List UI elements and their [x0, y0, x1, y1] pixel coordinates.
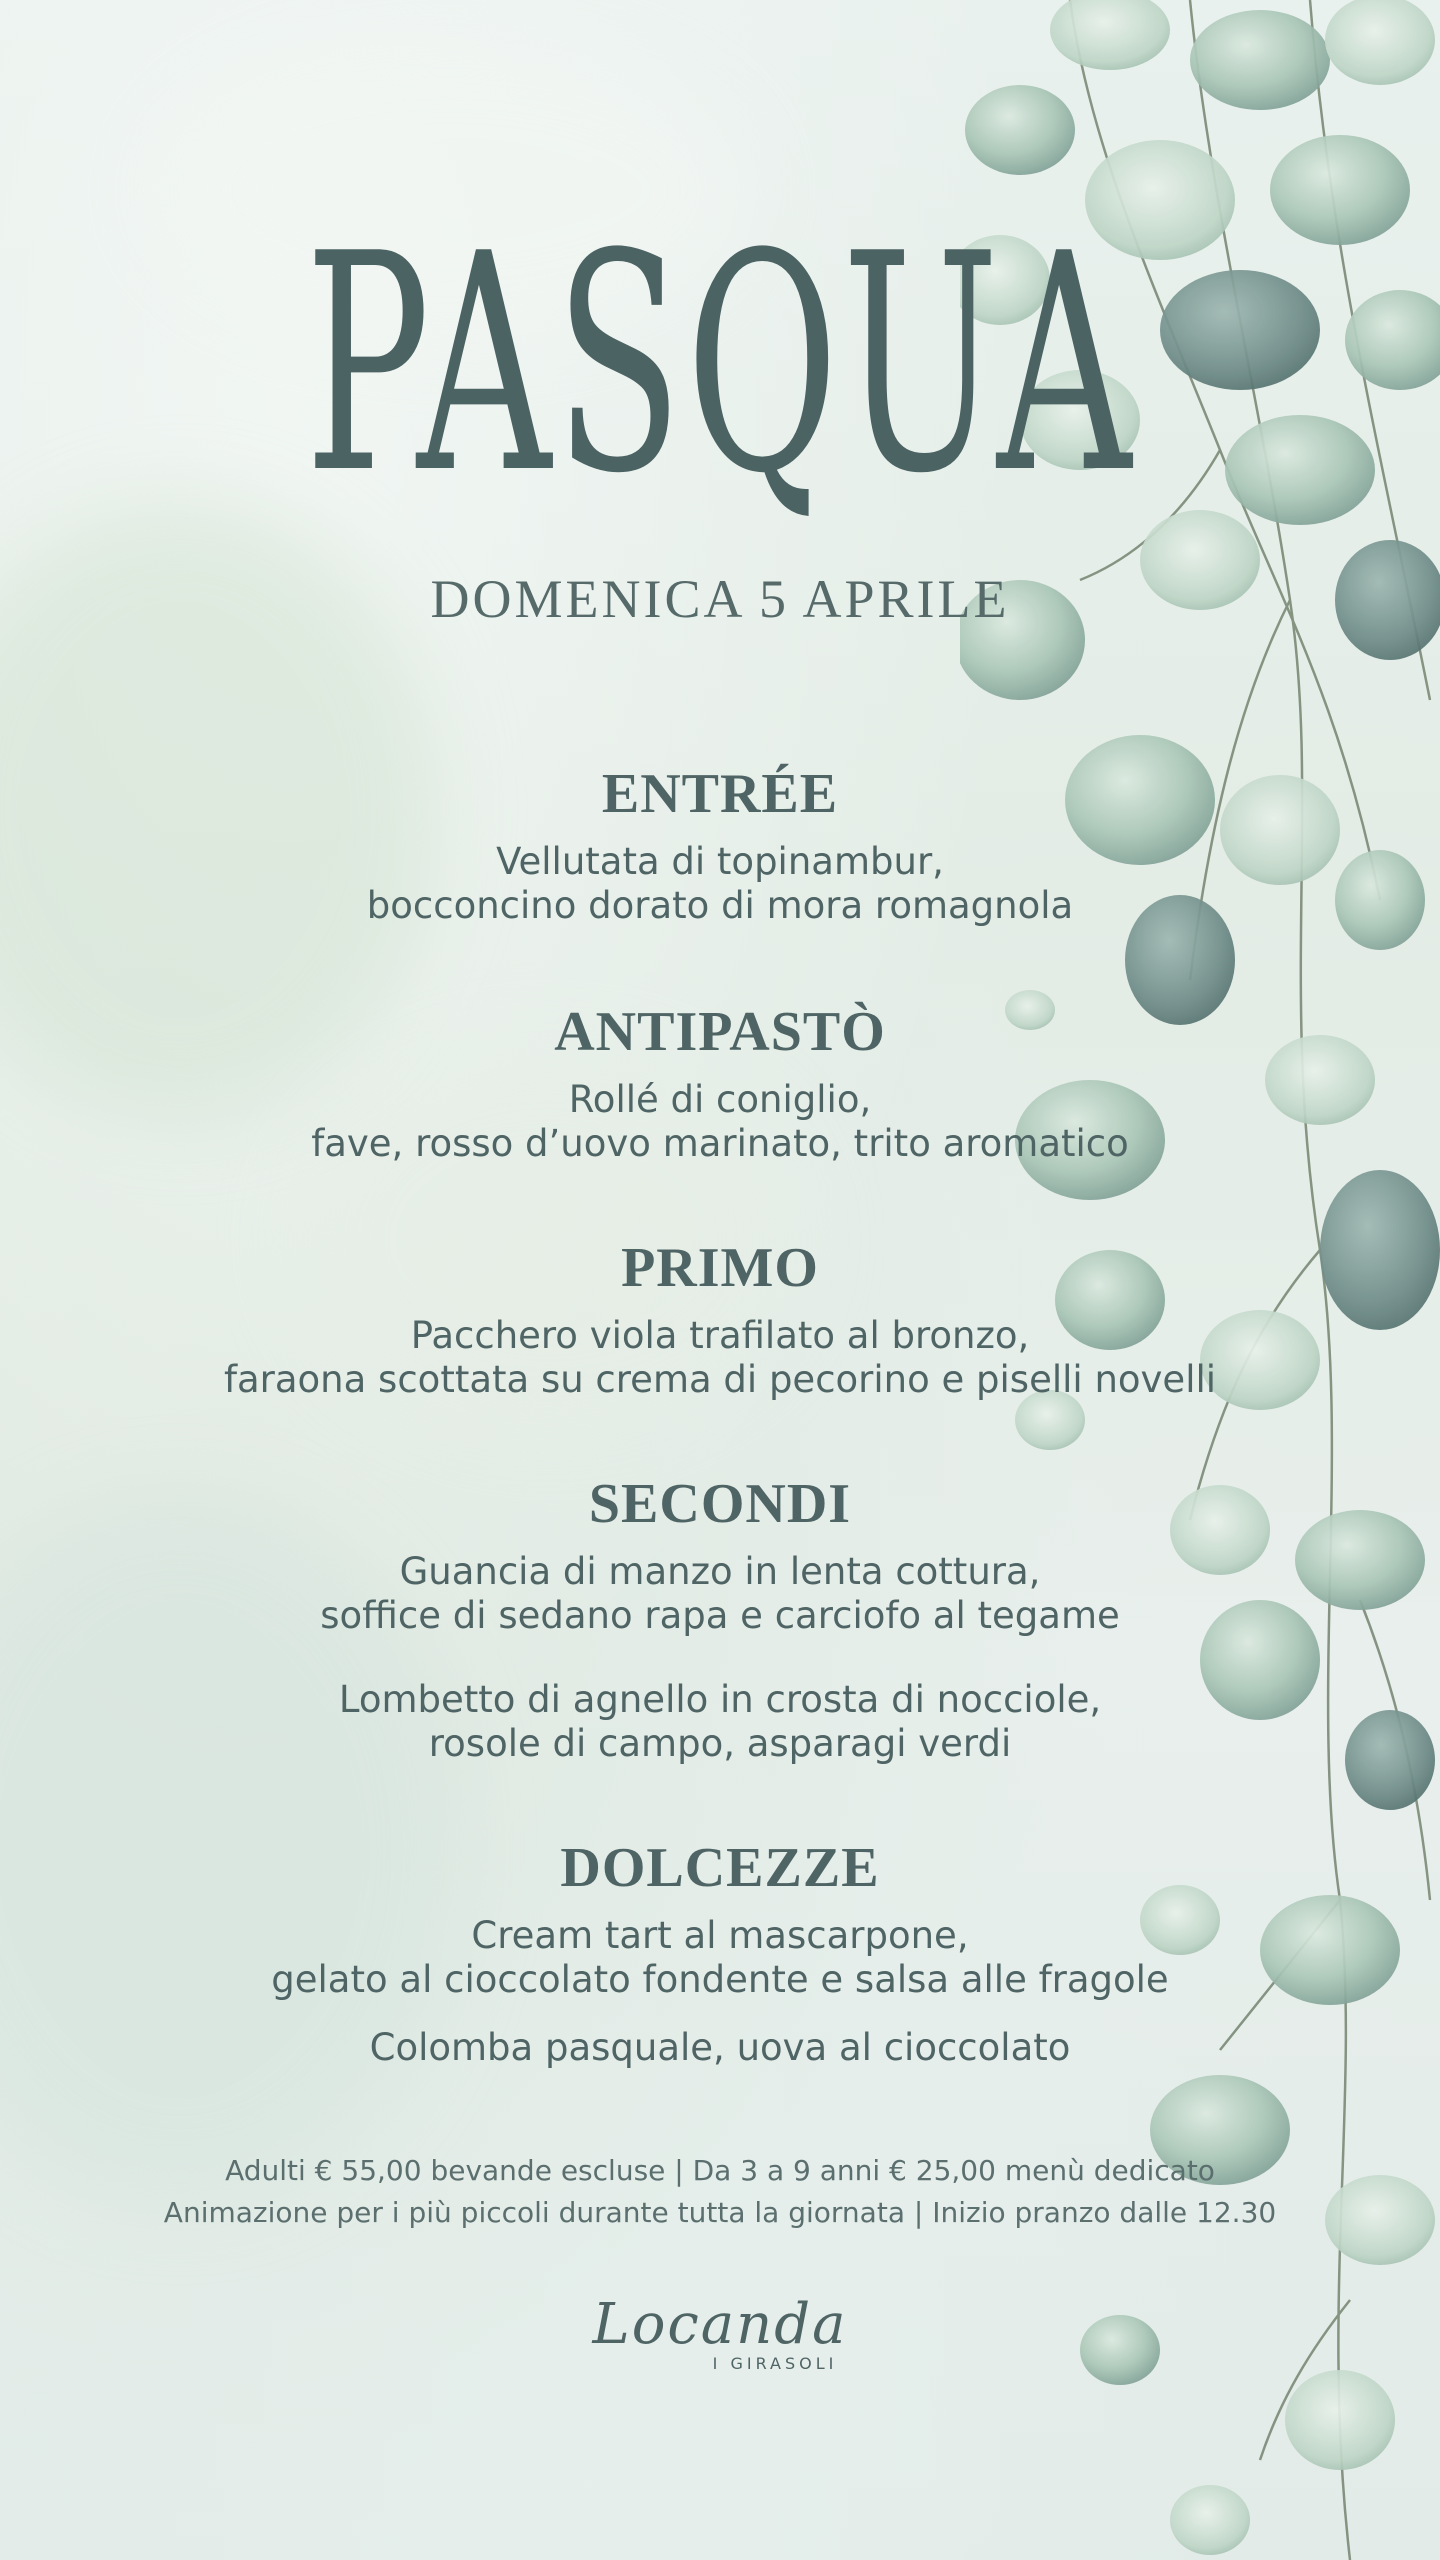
course-entree — [0, 762, 1440, 928]
course-dolcezze — [0, 1836, 1440, 2070]
course-heading: PRIMO — [621, 1237, 819, 1299]
logo-script: Locanda — [592, 2292, 848, 2357]
pricing-line: Adulti € 55,00 bevande escluse | Da 3 a 9 anni € 25,00 menù dedicato — [225, 2154, 1215, 2187]
page-title: PASQUA — [305, 190, 1135, 539]
course-antipasto — [0, 1000, 1440, 1166]
dish-line: Vellutata di topinambur, — [496, 840, 944, 883]
restaurant-logo — [570, 2290, 870, 2400]
dish-line: soffice di sedano rapa e carciofo al tegame — [320, 1594, 1120, 1637]
dish-line: Pacchero viola trafilato al bronzo, — [410, 1314, 1030, 1357]
course-heading: SECONDI — [588, 1473, 852, 1535]
dish-line: Rollé di coniglio, — [568, 1078, 872, 1121]
dish-line: bocconcino dorato di mora romagnola — [366, 884, 1074, 927]
course-heading: DOLCEZZE — [560, 1837, 880, 1899]
dish-line: faraona scottata su crema di pecorino e piselli novelli — [223, 1358, 1217, 1401]
course-heading: ENTRÉE — [601, 763, 839, 825]
course-primo — [0, 1236, 1440, 1402]
event-date: DOMENICA 5 APRILE — [430, 569, 1010, 629]
dish-line: Colomba pasquale, uova al cioccolato — [369, 2026, 1071, 2069]
course-secondi — [0, 1472, 1440, 1766]
logo-subtitle: I GIRASOLI — [712, 2354, 838, 2373]
info-line: Animazione per i più piccoli durante tutta la giornata | Inizio pranzo dalle 12.30 — [163, 2196, 1277, 2229]
dish-line: Guancia di manzo in lenta cottura, — [399, 1550, 1041, 1593]
dish-line: gelato al cioccolato fondente e salsa alle fragole — [271, 1958, 1169, 2001]
dish-line: fave, rosso d’uovo marinato, trito aromatico — [311, 1122, 1129, 1165]
course-heading: ANTIPASTÒ — [554, 1001, 886, 1063]
dish-line: rosole di campo, asparagi verdi — [428, 1722, 1012, 1765]
dish-line: Cream tart al mascarpone, — [471, 1914, 969, 1957]
dish-line: Lombetto di agnello in crosta di nocciole, — [338, 1678, 1102, 1721]
pricing-footer — [0, 2150, 1440, 2234]
